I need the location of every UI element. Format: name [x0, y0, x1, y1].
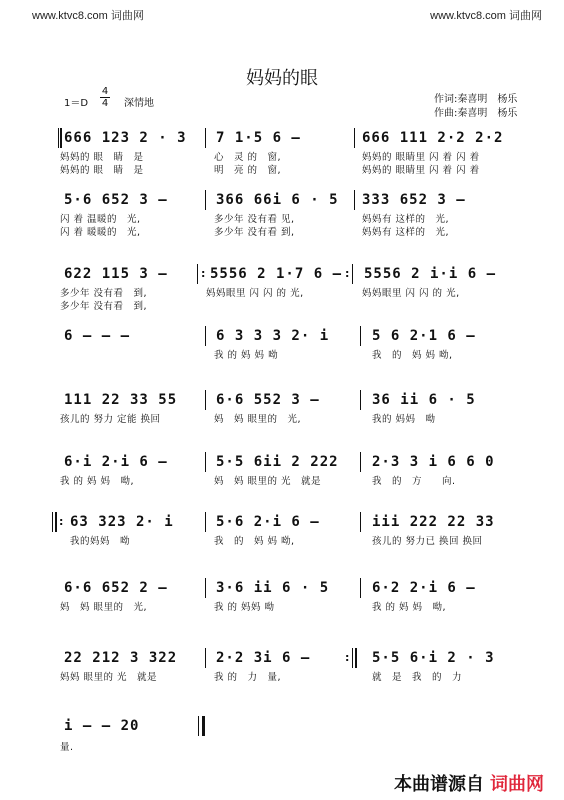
measure: 5556 2 i·i 6 –: [364, 266, 497, 282]
meter-bottom: 4: [101, 98, 109, 109]
key-signature: 1＝D: [64, 98, 89, 109]
lyric: 妈妈眼里 闪 闪 的 光,: [206, 288, 304, 299]
barline: [205, 326, 206, 346]
measure: 6·6 652 2 –: [64, 580, 168, 596]
footer-site-name: 词曲网: [490, 774, 544, 795]
lyric: 多少年 没有看 见,: [214, 214, 295, 225]
footer-source-label: 本曲谱源自: [394, 774, 484, 795]
lyric: 我 的 方 向.: [372, 476, 456, 487]
lyric: 妈妈的 眼 睛 是: [60, 152, 144, 163]
lyric: 妈妈有 这样的 光,: [362, 214, 450, 225]
lyric: 我 的 妈 妈 呦,: [372, 602, 447, 613]
lyric: 我 的 妈 妈 呦,: [214, 536, 295, 547]
lyric: 明 亮 的 窗,: [214, 165, 282, 176]
measure: iii 222 22 33: [372, 514, 495, 530]
measure: 6·2 2·i 6 –: [372, 580, 476, 596]
lyric: 我 的 妈妈 呦: [214, 602, 275, 613]
song-title: 妈妈的眼: [246, 68, 318, 89]
source-footer: [394, 770, 544, 796]
barline: [205, 452, 206, 472]
lyric: 我的妈妈 呦: [70, 536, 131, 547]
lyric: 妈 妈 眼里的 光,: [214, 414, 302, 425]
measure: 6 3 3 3 2· i: [216, 328, 330, 344]
meter-top: 4: [101, 86, 109, 97]
final-barline: [202, 716, 205, 736]
lyric: 多少年 没有看 到,: [60, 301, 148, 312]
lyric: 我的 妈妈 呦: [372, 414, 436, 425]
barline: [360, 452, 361, 472]
lyric: 妈妈的 眼睛里 闪 着 闪 着: [362, 165, 480, 176]
lyric: 孩儿的 努力已 换回 换回: [372, 536, 483, 547]
lyric: 我 的 妈 妈 呦,: [372, 350, 453, 361]
measure: 366 66i 6 · 5: [216, 192, 339, 208]
barline: [360, 390, 361, 410]
barline: [205, 578, 206, 598]
barline: [352, 264, 353, 284]
measure: 63 323 2· i: [70, 514, 174, 530]
lyric: 妈妈眼里 闪 闪 的 光,: [362, 288, 460, 299]
repeat-end: :: [345, 267, 350, 280]
lyric: 我 的 妈 妈 呦,: [60, 476, 135, 487]
barline: [352, 648, 353, 668]
barline: [354, 190, 355, 210]
barline: [55, 512, 57, 532]
lyric: 就 是 我 的 力: [372, 672, 463, 683]
lyric: 闪 着 温暖的 光,: [60, 214, 141, 225]
barline: [355, 648, 357, 668]
measure: 5·5 6ii 2 222: [216, 454, 339, 470]
watermark-left: www.ktvc8.com 词曲网: [32, 10, 144, 22]
lyric: 我 的 妈 妈 呦: [214, 350, 279, 361]
measure: 2·3 3 i 6 6 0: [372, 454, 495, 470]
barline: [205, 512, 206, 532]
lyricist-credit: 作词:秦喜明 杨乐: [434, 94, 518, 105]
measure: 6·6 552 3 –: [216, 392, 320, 408]
composer-credit: 作曲:秦喜明 杨乐: [434, 108, 518, 119]
measure: 5·6 2·i 6 –: [216, 514, 320, 530]
measure: i – – 20: [64, 718, 140, 734]
measure: 7 1·5 6 –: [216, 130, 301, 146]
barline: [360, 578, 361, 598]
barline: [354, 128, 355, 148]
barline: [205, 648, 206, 668]
lyric: 多少年 没有看 到,: [214, 227, 295, 238]
repeat-end: :: [345, 651, 350, 664]
measure: 622 115 3 –: [64, 266, 168, 282]
barline: [205, 390, 206, 410]
measure: 5556 2 1·7 6 –: [210, 266, 343, 282]
watermark-right: www.ktvc8.com 词曲网: [430, 10, 542, 22]
measure: 111 22 33 55: [64, 392, 178, 408]
time-signature: [100, 86, 110, 109]
repeat-start: :: [201, 267, 206, 280]
lyric: 妈妈有 这样的 光,: [362, 227, 450, 238]
measure: 36 ii 6 · 5: [372, 392, 476, 408]
barline: [205, 190, 206, 210]
measure: 22 212 3 322: [64, 650, 178, 666]
start-barline: [58, 128, 62, 148]
tempo-marking: 深情地: [124, 98, 154, 109]
lyric: 量.: [60, 742, 74, 753]
measure: 666 111 2·2 2·2: [362, 130, 504, 146]
lyric: 多少年 没有看 到,: [60, 288, 148, 299]
measure: 5·5 6·i 2 · 3: [372, 650, 495, 666]
lyric: 我 的 力 量,: [214, 672, 282, 683]
measure: 5 6 2·1 6 –: [372, 328, 476, 344]
lyric: 妈妈的 眼睛里 闪 着 闪 着: [362, 152, 480, 163]
lyric: 妈妈的 眼 睛 是: [60, 165, 144, 176]
lyric: 妈 妈 眼里的 光 就是: [214, 476, 322, 487]
measure: 3·6 ii 6 · 5: [216, 580, 330, 596]
barline: [360, 512, 361, 532]
lyric: 妈妈 眼里的 光 就是: [60, 672, 158, 683]
measure: 5·6 652 3 –: [64, 192, 168, 208]
barline: [198, 716, 199, 736]
repeat-start: :: [59, 515, 64, 528]
measure: 6 – – –: [64, 328, 131, 344]
lyric: 闪 着 暖暖的 光,: [60, 227, 141, 238]
lyric: 妈 妈 眼里的 光,: [60, 602, 148, 613]
measure: 333 652 3 –: [362, 192, 466, 208]
measure: 2·2 3i 6 –: [216, 650, 311, 666]
barline: [205, 128, 206, 148]
barline: [52, 512, 53, 532]
barline: [197, 264, 198, 284]
measure: 666 123 2 · 3: [64, 130, 187, 146]
barline: [360, 326, 361, 346]
lyric: 心 灵 的 窗,: [214, 152, 282, 163]
lyric: 孩儿的 努力 定能 换回: [60, 414, 161, 425]
measure: 6·i 2·i 6 –: [64, 454, 168, 470]
